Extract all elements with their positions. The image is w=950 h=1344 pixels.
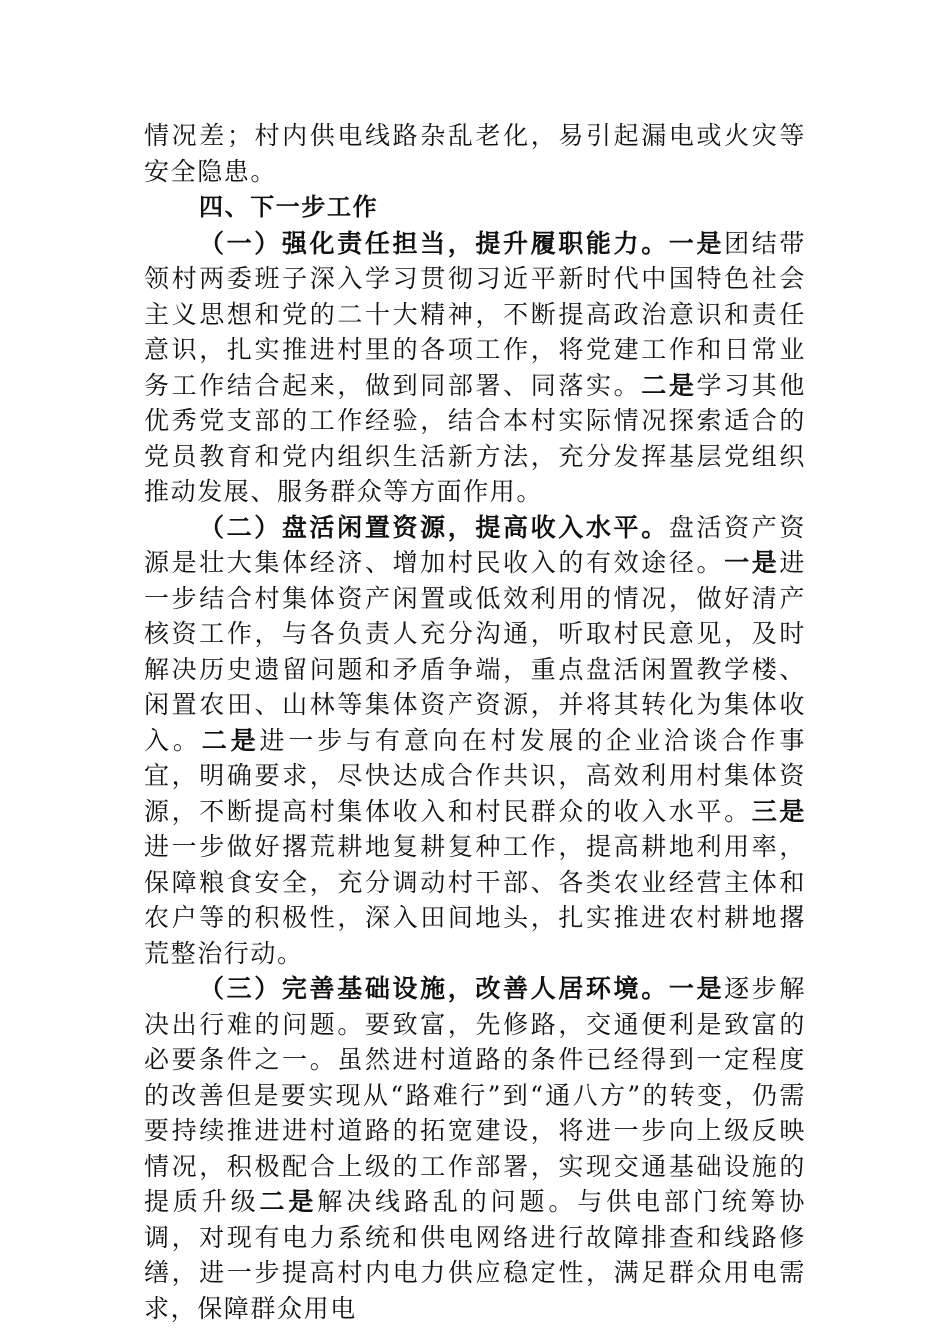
paragraph-text: 盘活资产资源是壮大集体经济、增加村民收入的有效途径。 [144, 512, 806, 577]
ordinal-second: 二是 [259, 1187, 318, 1216]
document-body [144, 118, 806, 1326]
section-heading-next-steps [144, 189, 806, 226]
ordinal-second: 二是 [201, 725, 260, 755]
section-heading-text: 四、下一步工作 [199, 193, 379, 221]
paragraph-resources [144, 510, 806, 972]
paragraph-text: 情况差；村内供电线路杂乱老化，易引起漏电或火灾等安全隐患。 [144, 121, 806, 186]
paragraph-infrastructure [144, 971, 806, 1326]
paragraph-text: 解决线路乱的问题。与供电部门统筹协调，对现有电力系统和供电网络进行故障排查和线路修缮，进一步提高村内电力供应稳定性，满足群众用电需求，保障群众用电 [144, 1187, 806, 1323]
ordinal-third: 三是 [751, 796, 807, 826]
ordinal-first: 一是 [724, 548, 780, 577]
subheading-responsibility: （一）强化责任担当，提升履职能力。 [199, 228, 669, 258]
paragraph-text: 逐步解决出行难的问题。要致富，先修路，交通便利是致富的必要条件之一。虽然进村道路的条件已经得到一定程度的改善但是要实现从“路难行”到“通八方”的转变，仍需要持续推进进村道路的拓宽建设，将进一步向上级反映情况，积极配合上级的工作部署，实现交通基础设施的提质升级 [144, 974, 806, 1216]
paragraph-text: 团结带领村两委班子深入学习贯彻习近平新时代中国特色社会主义思想和党的二十大精神，不断提高政治意识和责任意识，扎实推进村里的各项工作，将党建工作和日常业务工作结合起来，做到同部署、同落实。 [144, 228, 806, 400]
paragraph-text: 学习其他优秀党支部的工作经验，结合本村实际情况探索适合的党员教育和党内组织生活新方法，充分发挥基层党组织推动发展、服务群众等方面作用。 [144, 370, 807, 506]
ordinal-second: 二是 [641, 370, 697, 400]
paragraph-text: 进一步结合村集体资产闲置或低效利用的情况，做好清产核资工作，与各负责人充分沟通，听取村民意见，及时解决历史遗留问题和矛盾争端，重点盘活闲置教学楼、闲置农田、山林等集体资产资源，并将其转化为集体收入。 [144, 548, 807, 755]
paragraph-responsibility [144, 226, 806, 510]
subheading-infrastructure: （三）完善基础设施，改善人居环境。 [199, 974, 669, 1003]
paragraph-text: 进一步做好撂荒耕地复耕复种工作，提高耕地利用率，保障粮食安全，充分调动村干部、各类农业经营主体和农户等的积极性，深入田间地头，扎实推进农村耕地撂荒整治行动。 [144, 832, 806, 968]
ordinal-first: 一是 [668, 974, 725, 1003]
subheading-resources: （二）盘活闲置资源，提高收入水平。 [199, 512, 669, 542]
ordinal-first: 一是 [668, 228, 725, 258]
paragraph-text: 进一步与有意向在村发展的企业洽谈合作事宜，明确要求，尽快达成合作共识，高效利用村集体资源，不断提高村集体收入和村民群众的收入水平。 [144, 725, 806, 826]
paragraph-continuation [144, 118, 806, 189]
